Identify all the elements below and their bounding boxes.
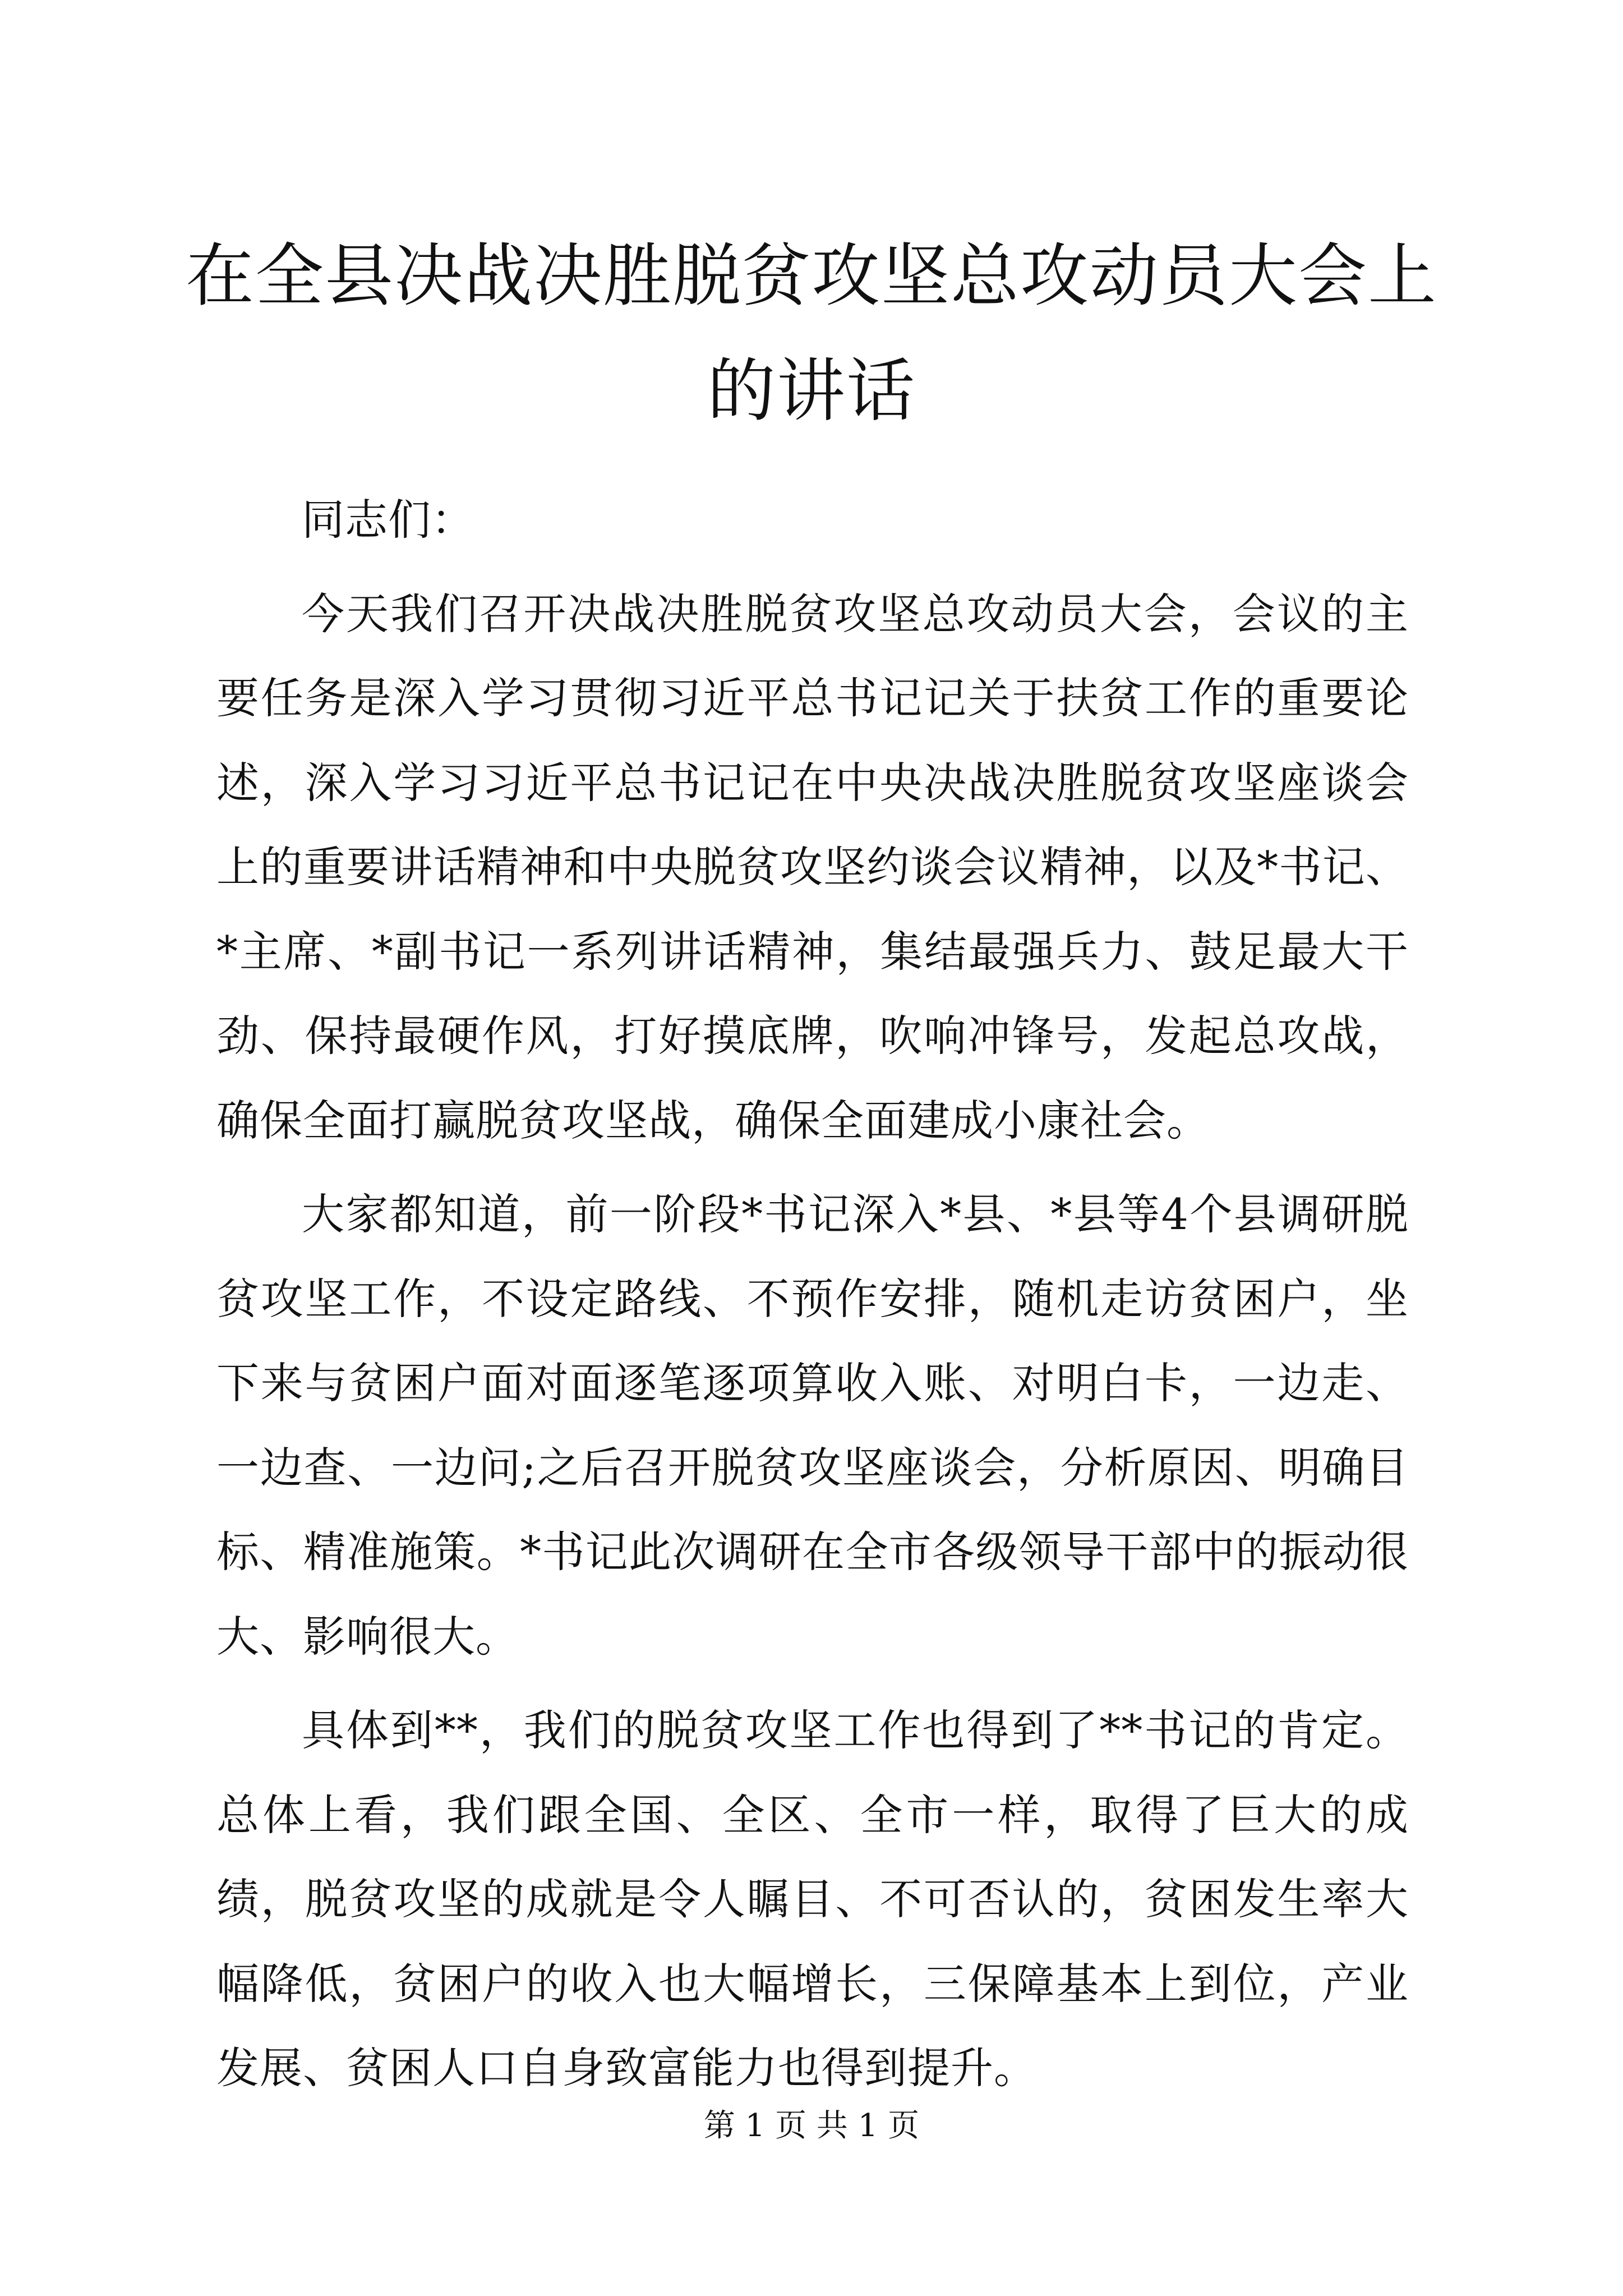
- body-paragraph-2: 大家都知道，前一阶段*书记深入*县、*县等4个县调研脱贫攻坚工作，不设定路线、不预作安排，随机走访贫困户，坐下来与贫困户面对面逐笔逐项算收入账、对明白卡，一边走、一边查、一边问;之后召开脱贫攻坚座谈会，分析原因、明确目标、精准施策。*书记此次调研在全市各级领导干部中的振动很大、影响很大。: [216, 1189, 1409, 1662]
- document-body: [216, 478, 1409, 2111]
- body-paragraph-1: 今天我们召开决战决胜脱贫攻坚总攻动员大会，会议的主要任务是深入学习贯彻习近平总书记记关于扶贫工作的重要论述，深入学习习近平总书记记在中央决战决胜脱贫攻坚座谈会上的重要讲话精神和中央脱贫攻坚约谈会议精神，以及*书记、*主席、*副书记一系列讲话精神，集结最强兵力、鼓足最大干劲、保持最硬作风，打好摸底牌，吹响冲锋号，发起总攻战，确保全面打赢脱贫攻坚战，确保全面建成小康社会。: [216, 588, 1409, 1145]
- salutation: 同志们：: [302, 495, 474, 545]
- document-title: 在全县决战决胜脱贫攻坚总攻动员大会上的讲话: [186, 236, 1437, 431]
- body-paragraph-3: 具体到**，我们的脱贫攻坚工作也得到了**书记的肯定。总体上看，我们跟全国、全区、全市一样，取得了巨大的成绩，脱贫攻坚的成就是令人瞩目、不可否认的，贫困发生率大幅降低，贫困户的收入也大幅增长，三保障基本上到位，产业发展、贫困人口自身致富能力也得到提升。: [216, 1705, 1409, 2093]
- page-number-footer: 第 1 页 共 1 页: [703, 2108, 920, 2144]
